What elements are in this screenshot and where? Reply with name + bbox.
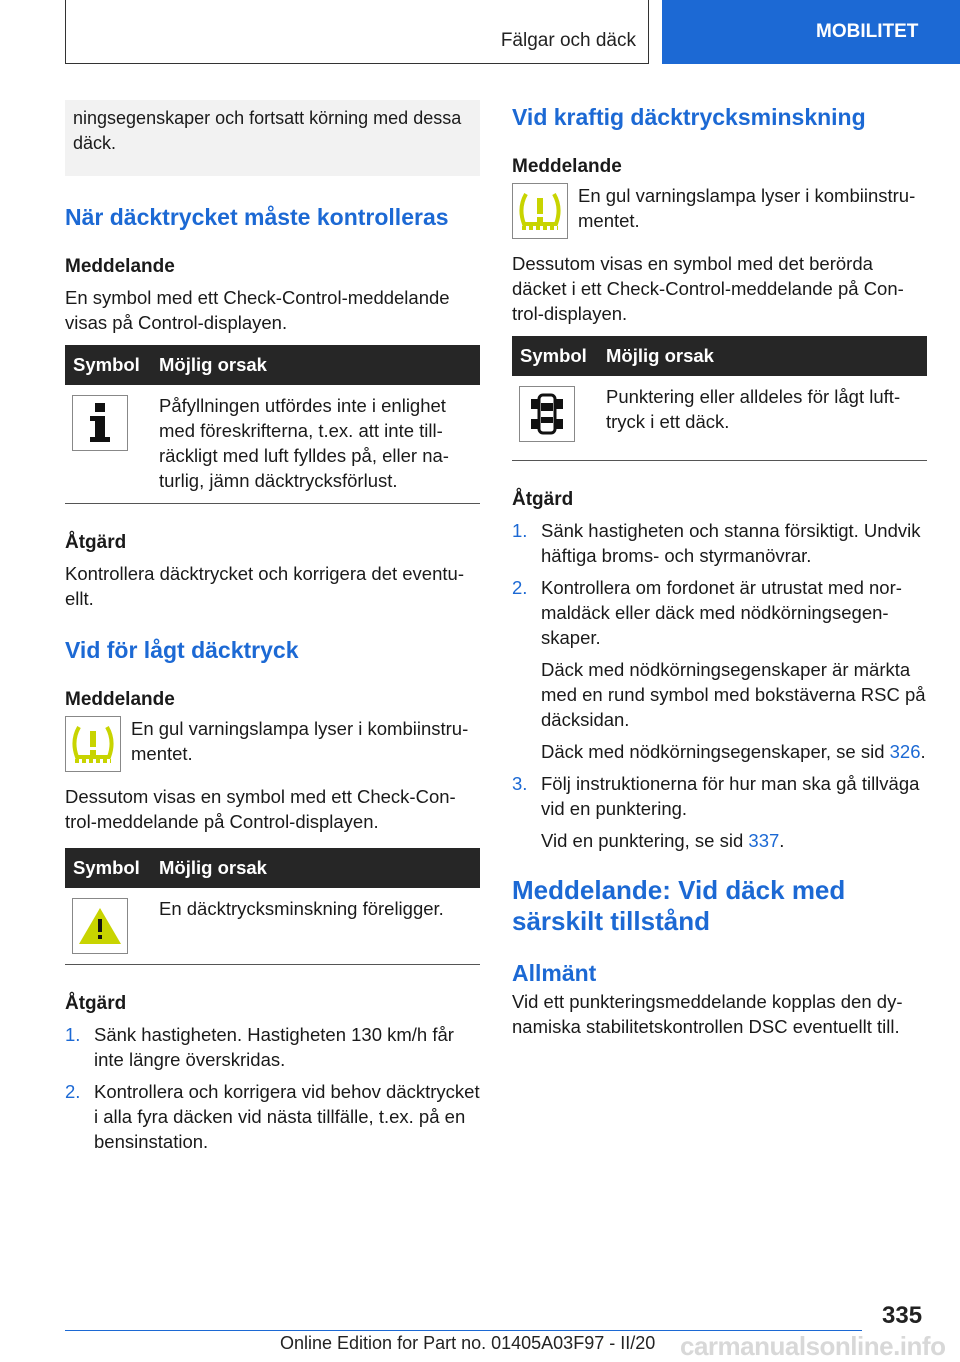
th-cause: Möjlig orsak xyxy=(151,345,480,385)
symbol-table-3 xyxy=(512,336,927,461)
action-steps-list-cont xyxy=(512,771,927,821)
page-number: 335 xyxy=(882,1302,923,1329)
list-item: 2. Kontrollera om fordonet är utrustat med normaldäck eller däck med nödkörningsegenskaper. xyxy=(512,577,902,648)
table-row xyxy=(65,385,480,504)
header-box xyxy=(65,0,649,64)
symbol-table-2 xyxy=(65,848,480,965)
general-text: Vid ett punkteringsmeddelande kopplas den dynamiska stabilitetskontrollen DSC eventuellt till. xyxy=(512,991,903,1037)
puncture-reference: Vid en punktering, se sid 337. xyxy=(541,830,785,851)
th-cause: Möjlig orsak xyxy=(598,336,927,376)
right-column xyxy=(512,100,927,1039)
info-icon xyxy=(72,395,128,451)
cause-text: Påfyllningen utfördes inte i enlighet med föreskrifterna, t.ex. att inte tillräckligt med luft fylldes på, eller naturlig, jämn däcktrycksförlust. xyxy=(159,395,449,491)
lamp-text: En gul varningslampa lyser i kombiinstrumentet. xyxy=(578,185,916,231)
symbol-table-1 xyxy=(65,345,480,504)
watermark: carmanualsonline.info xyxy=(680,1331,946,1361)
message-text: En symbol med ett Check-Control-meddelande visas på Control-displayen. xyxy=(65,287,450,333)
table-row xyxy=(512,376,927,461)
continued-note: ningsegenskaper och fortsatt körning med dessa däck. xyxy=(65,100,480,176)
message-label: Meddelande xyxy=(65,689,175,710)
action-label: Åtgärd xyxy=(65,532,127,553)
extra-text: Dessutom visas en symbol med det berörda däcket i ett Check-Control-meddelande på Control-displayen. xyxy=(512,253,904,324)
action-label: Åtgärd xyxy=(512,489,574,510)
th-symbol: Symbol xyxy=(512,336,598,376)
heading-special-tires: Meddelande: Vid däck med särskilt tillstånd xyxy=(512,875,846,936)
left-column xyxy=(65,100,480,1161)
th-cause: Möjlig orsak xyxy=(151,848,480,888)
lamp-text: En gul varningslampa lyser i kombiinstrumentet. xyxy=(131,718,469,764)
section-tab xyxy=(662,0,960,64)
action-steps-list xyxy=(65,1022,480,1154)
cause-text: Punktering eller alldeles för lågt lufttryck i ett däck. xyxy=(606,386,901,432)
rsc-note: Däck med nödkörningsegenskaper är märkta med en rund symbol med bokstäverna RSC på däcksidan. xyxy=(541,659,926,730)
heading-low-pressure: Vid för lågt däcktryck xyxy=(65,637,299,663)
list-item: 1. Sänk hastigheten och stanna försiktigt. Undvik häftiga broms- och styrmanövrar. xyxy=(512,520,921,566)
page-link-326[interactable]: 326 xyxy=(889,741,921,762)
list-item: 1. Sänk hastigheten. Hastigheten 130 km/h får inte längre överskridas. xyxy=(65,1024,454,1070)
runflat-reference: Däck med nödkörningsegenskaper, se sid 326. xyxy=(541,741,926,762)
action-steps-list xyxy=(512,518,927,650)
th-symbol: Symbol xyxy=(65,848,151,888)
extra-text: Dessutom visas en symbol med ett Check-Control-meddelande på Control-displayen. xyxy=(65,786,456,832)
subheading-general: Allmänt xyxy=(512,960,597,986)
edition-text: Online Edition for Part no. 01405A03F97 - II/20 xyxy=(280,1333,656,1353)
tire-pressure-warning-icon xyxy=(512,183,568,239)
list-item: 3. Följ instruktionerna för hur man ska gå tillväga vid en punktering. xyxy=(512,773,920,819)
table-row xyxy=(65,888,480,965)
list-item: 2. Kontrollera och korrigera vid behov däcktrycket i alla fyra däcken vid nästa tillfälle, t.ex. på en bensinstation. xyxy=(65,1081,480,1152)
heading-check-pressure: När däcktrycket måste kontrolleras xyxy=(65,204,449,230)
tire-pressure-warning-icon xyxy=(65,716,121,772)
warning-lamp-row xyxy=(65,716,480,772)
warning-lamp-row xyxy=(512,183,927,239)
heading-severe-loss: Vid kraftig däcktrycksminskning xyxy=(512,104,866,130)
th-symbol: Symbol xyxy=(65,345,151,385)
cause-text: En däcktrycksminskning föreligger. xyxy=(159,898,444,919)
message-label: Meddelande xyxy=(65,256,175,277)
action-text: Kontrollera däcktrycket och korrigera det eventuellt. xyxy=(65,563,464,609)
page-link-337[interactable]: 337 xyxy=(748,830,780,851)
warning-triangle-icon xyxy=(72,898,128,954)
message-label: Meddelande xyxy=(512,156,622,177)
section-label: MOBILITET xyxy=(816,21,919,42)
chapter-title: Fälgar och däck xyxy=(500,30,636,51)
car-tire-icon xyxy=(519,386,575,442)
action-label: Åtgärd xyxy=(65,993,127,1014)
